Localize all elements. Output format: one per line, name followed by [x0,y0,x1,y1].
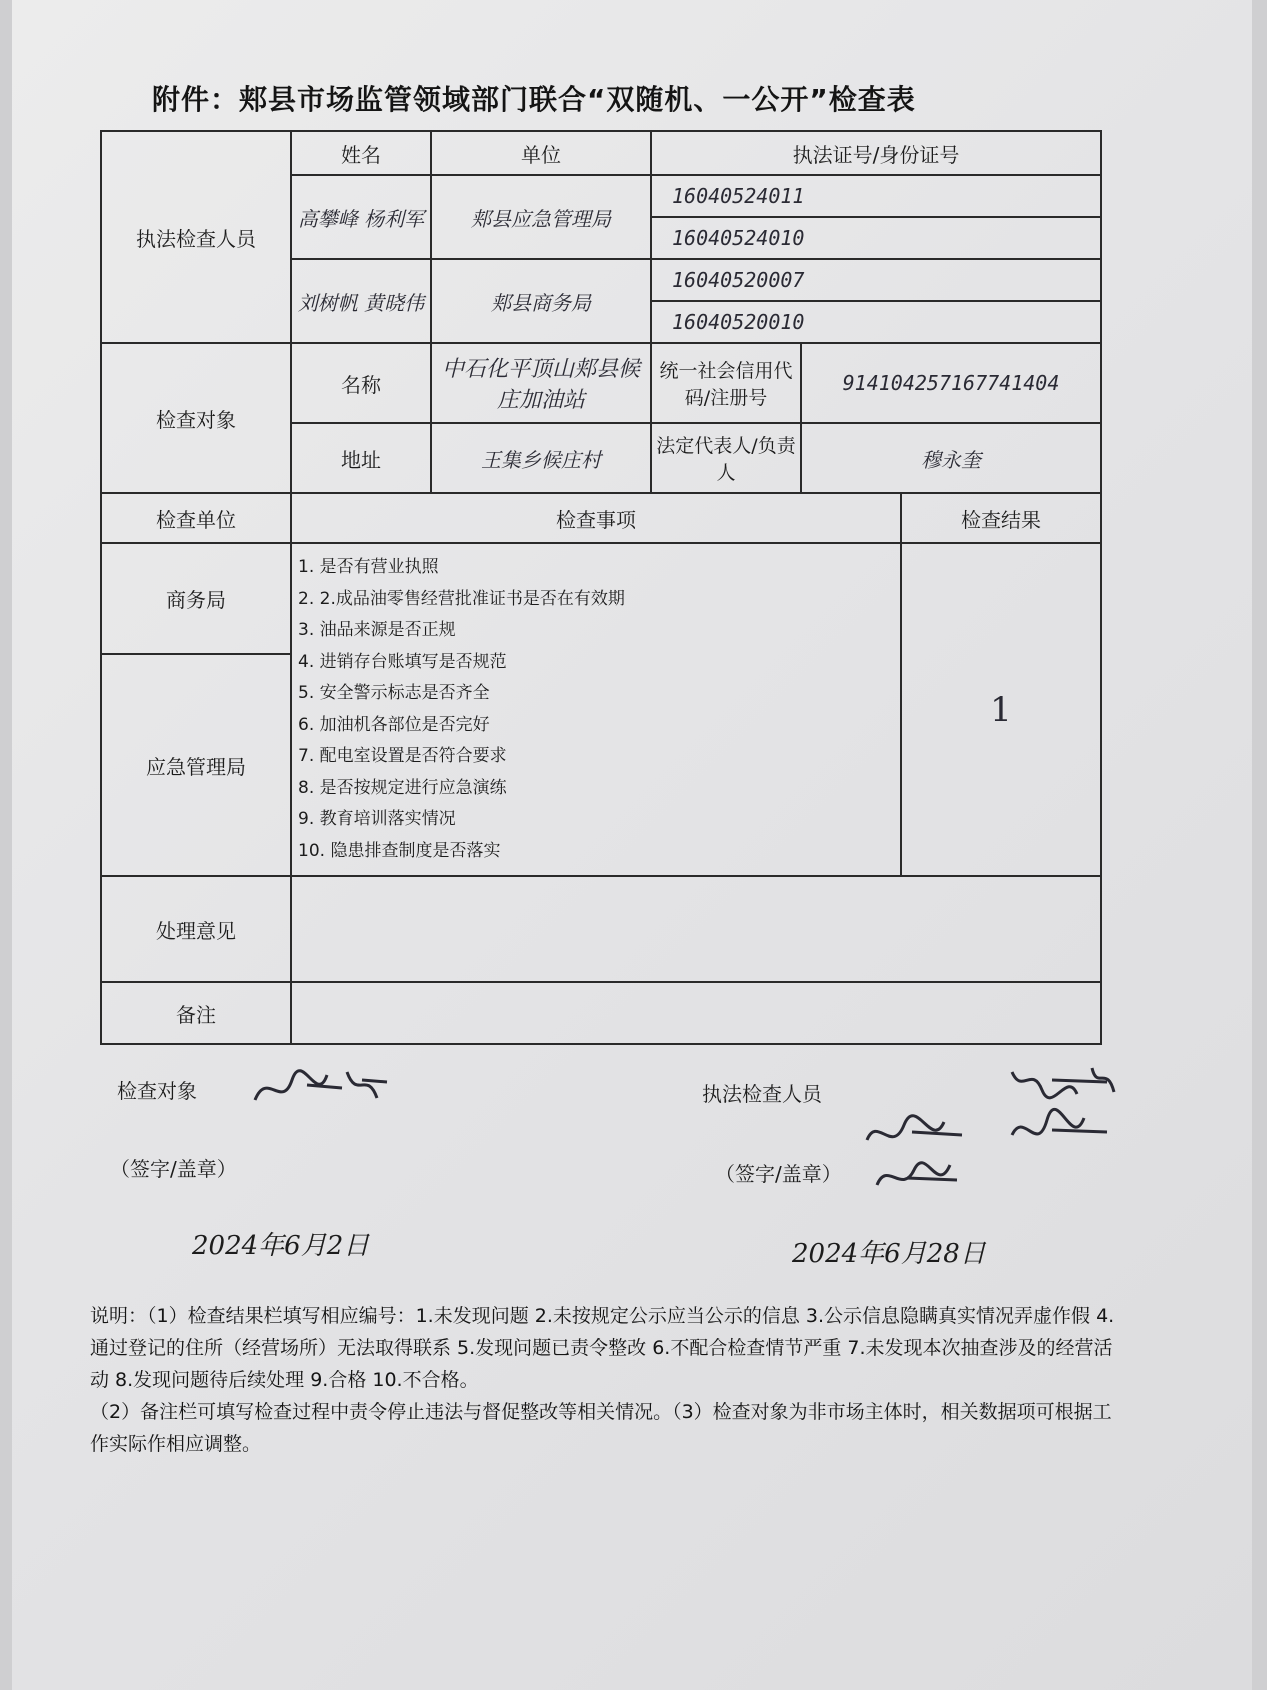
check-item: 6. 加油机各部位是否完好 [298,714,490,735]
check-item: 9. 教育培训落实情况 [298,809,456,829]
credit-label: 统一社会信用代码/注册号 [651,343,801,423]
sign-right-date: 2024年6月28日 [792,1239,986,1269]
document-page [12,0,1252,1690]
notes [90,1300,1120,1460]
sign-left-sign-label: （签字/盖章） [110,1157,237,1181]
check-item: 3. 油品来源是否正规 [298,620,456,640]
target-address-label: 地址 [291,423,431,493]
rep-label: 法定代表人/负责人 [651,423,801,493]
target-label: 检查对象 [101,343,291,493]
document-title: 附件：郏县市场监管领域部门联合“双随机、一公开”检查表 [152,83,916,116]
check-unit-header: 检查单位 [101,493,291,543]
check-item: 2. 2.成品油零售经营批准证书是否在有效期 [298,588,625,609]
credit-value: 914104257167741404 [801,343,1101,423]
check-result-header: 检查结果 [901,493,1101,543]
sign-left-label: 检查对象 [117,1079,197,1103]
rep-value: 穆永奎 [801,423,1101,493]
check-item: 1. 是否有营业执照 [298,557,439,577]
inspector-signatures [852,1060,1152,1200]
unit-commerce: 商务局 [101,543,291,654]
inspector-id-4: 16040520010 [651,301,1101,343]
inspector-unit-1: 郏县应急管理局 [431,175,651,259]
target-signature [247,1060,397,1120]
unit-emergency: 应急管理局 [101,654,291,876]
sign-right-label: 执法检查人员 [702,1082,822,1106]
note-2: （2）备注栏可填写检查过程中责令停止违法与督促整改等相关情况。（3）检查对象为非市场主体时，相关数据项可根据工作实际作相应调整。 [90,1401,1112,1455]
inspector-id-2: 16040524010 [651,217,1101,259]
target-address-value: 王集乡候庄村 [431,423,651,493]
inspector-unit-2: 郏县商务局 [431,259,651,343]
check-item: 5. 安全警示标志是否齐全 [298,683,490,703]
inspector-id-1: 16040524011 [651,175,1101,217]
sign-left-date: 2024年6月2日 [192,1231,370,1261]
check-items-header: 检查事项 [291,493,901,543]
check-item: 10. 隐患排查制度是否落实 [298,840,501,861]
check-item: 7. 配电室设置是否符合要求 [298,746,507,766]
header-id: 执法证号/身份证号 [651,131,1101,175]
remark-value [291,982,1101,1044]
sign-right-sign-label: （签字/盖章） [715,1162,842,1186]
inspector-names-1: 高攀峰 杨利军 [291,175,431,259]
remark-label: 备注 [101,982,291,1044]
header-unit: 单位 [431,131,651,175]
check-item: 4. 进销存台账填写是否规范 [298,651,507,672]
inspection-table [100,130,1102,1045]
opinion-label: 处理意见 [101,876,291,982]
opinion-value [291,876,1101,982]
check-result-value: 1 [901,543,1101,876]
target-name-label: 名称 [291,343,431,423]
check-items-list [291,543,901,876]
header-name: 姓名 [291,131,431,175]
inspectors-label: 执法检查人员 [101,131,291,343]
inspector-id-3: 16040520007 [651,259,1101,301]
target-name-value: 中石化平顶山郏县候庄加油站 [431,343,651,423]
inspector-names-2: 刘树帆 黄晓伟 [291,259,431,343]
note-1: 说明：（1）检查结果栏填写相应编号：1.未发现问题 2.未按规定公示应当公示的信息 3.公示信息隐瞒真实情况弄虚作假 4.通过登记的住所（经营场所）无法取得联系 5.发现问题已责令整改 6.不配合检查情节严重 7.未发现本次抽查涉及的经营活动 8.发现问题待后续处理 9.合格 10.不合格。 [90,1305,1115,1391]
check-item: 8. 是否按规定进行应急演练 [298,777,507,798]
